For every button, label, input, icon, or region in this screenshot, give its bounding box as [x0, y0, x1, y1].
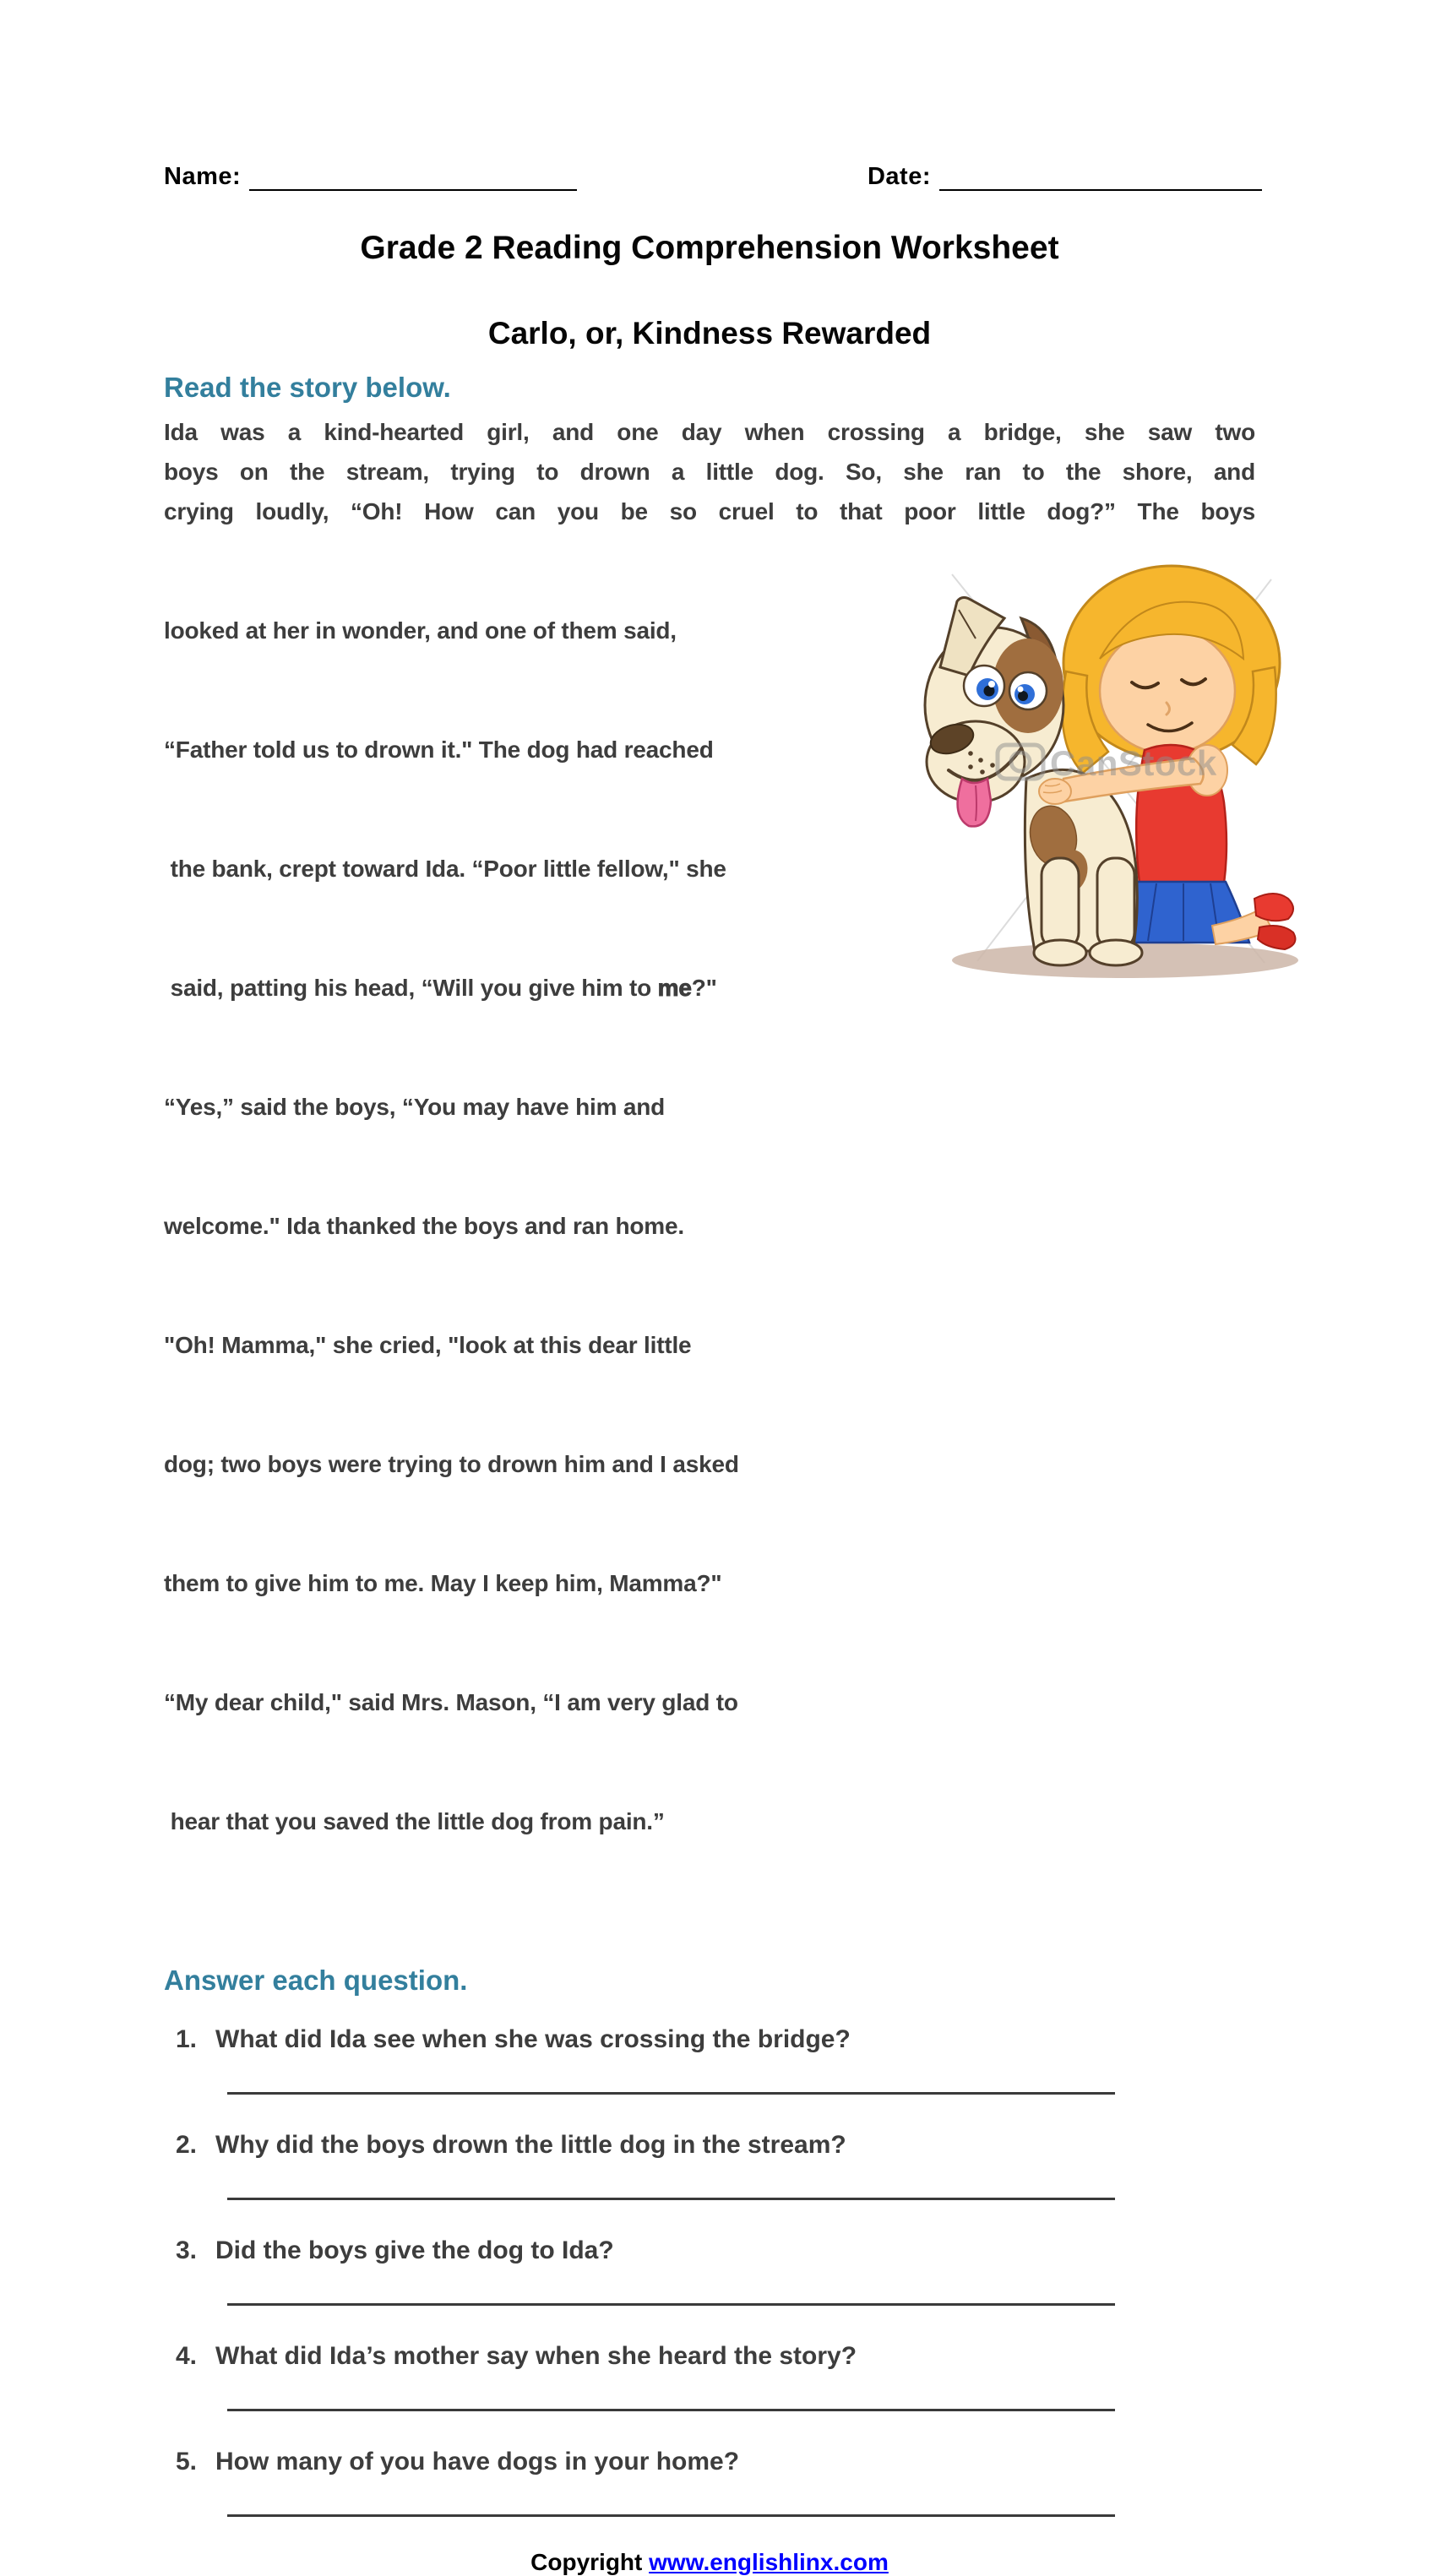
story-line: the bank, crept toward Ida. “Poor little fellow," she: [164, 856, 726, 882]
footer: [164, 2549, 1255, 2576]
date-fill-line[interactable]: [939, 162, 1262, 191]
story-line: looked at her in wonder, and one of them said,: [164, 617, 677, 644]
dog-tongue: [958, 779, 991, 826]
header: [164, 0, 1262, 191]
question-number: 3.: [176, 2236, 198, 2264]
question-5: [176, 2443, 1255, 2481]
story-line: “My dear child," said Mrs. Mason, “I am very glad to: [164, 1689, 738, 1715]
question-4: [176, 2338, 1255, 2375]
copyright-label: Copyright: [530, 2549, 643, 2575]
question-text: How many of you have dogs in your home?: [215, 2448, 740, 2475]
watermark-text: CanStock: [1050, 743, 1217, 783]
question-number: 5.: [176, 2448, 198, 2475]
story-line: boys on the stream, trying to drown a little dog. So, she ran to the shore, and: [164, 459, 1255, 485]
answer-line[interactable]: [227, 2198, 1115, 2200]
girl-face: [1100, 628, 1235, 753]
answer-line[interactable]: [227, 2514, 1115, 2517]
story-line: said, patting his head, “Will you give him to me?": [164, 975, 717, 1001]
question-text: What did Ida’s mother say when she heard the story?: [215, 2342, 857, 2370]
question-1: [176, 2021, 1255, 2058]
englishlinx-link[interactable]: www.englishlinx.com: [649, 2549, 889, 2575]
date-field: [868, 162, 1262, 191]
girl-hugging-dog-illustration: [927, 557, 1298, 980]
answer-line[interactable]: [227, 2303, 1115, 2306]
story-title: Carlo, or, Kindness Rewarded: [487, 316, 932, 351]
story-line: “Father told us to drown it." The dog had reached: [164, 736, 714, 763]
question-number: 1.: [176, 2025, 198, 2053]
date-label: Date:: [867, 163, 931, 190]
girl-shoe: [1258, 926, 1295, 949]
question-2: [176, 2127, 1255, 2164]
question-3: [176, 2232, 1255, 2269]
story-line: “Yes,” said the boys, “You may have him and: [164, 1094, 666, 1120]
question-text: Did the boys give the dog to Ida?: [215, 2236, 614, 2264]
name-field: [164, 162, 577, 191]
answer-questions-instruction: Answer each question.: [164, 1965, 468, 1996]
story-wrapped-text: [164, 531, 934, 1921]
story-line: dog; two boys were trying to drown him and I asked: [164, 1451, 739, 1477]
answer-line[interactable]: [227, 2092, 1115, 2095]
story-section: [164, 412, 1255, 1921]
questions-section: [164, 2021, 1255, 2517]
question-number: 2.: [176, 2131, 198, 2159]
story-line: welcome." Ida thanked the boys and ran home.: [164, 1213, 684, 1239]
name-fill-line[interactable]: [249, 162, 577, 191]
name-label: Name:: [164, 163, 242, 190]
story-line: "Oh! Mamma," she cried, "look at this dear little: [164, 1332, 692, 1358]
story-line: crying loudly, “Oh! How can you be so cruel to that poor little dog?” The boys: [164, 498, 1255, 524]
question-text: Why did the boys drown the little dog in the stream?: [215, 2131, 846, 2159]
story-line: them to give him to me. May I keep him, Mamma?": [164, 1570, 722, 1596]
girl-shoe: [1254, 894, 1293, 921]
read-story-instruction: Read the story below.: [164, 372, 451, 403]
story-line: hear that you saved the little dog from pain.”: [164, 1808, 665, 1834]
answer-line[interactable]: [227, 2409, 1115, 2411]
question-number: 4.: [176, 2342, 198, 2370]
page-title: Grade 2 Reading Comprehension Worksheet: [360, 230, 1059, 266]
question-text: What did Ida see when she was crossing the bridge?: [215, 2025, 851, 2053]
story-line: Ida was a kind-hearted girl, and one day when crossing a bridge, she saw two: [164, 419, 1255, 445]
